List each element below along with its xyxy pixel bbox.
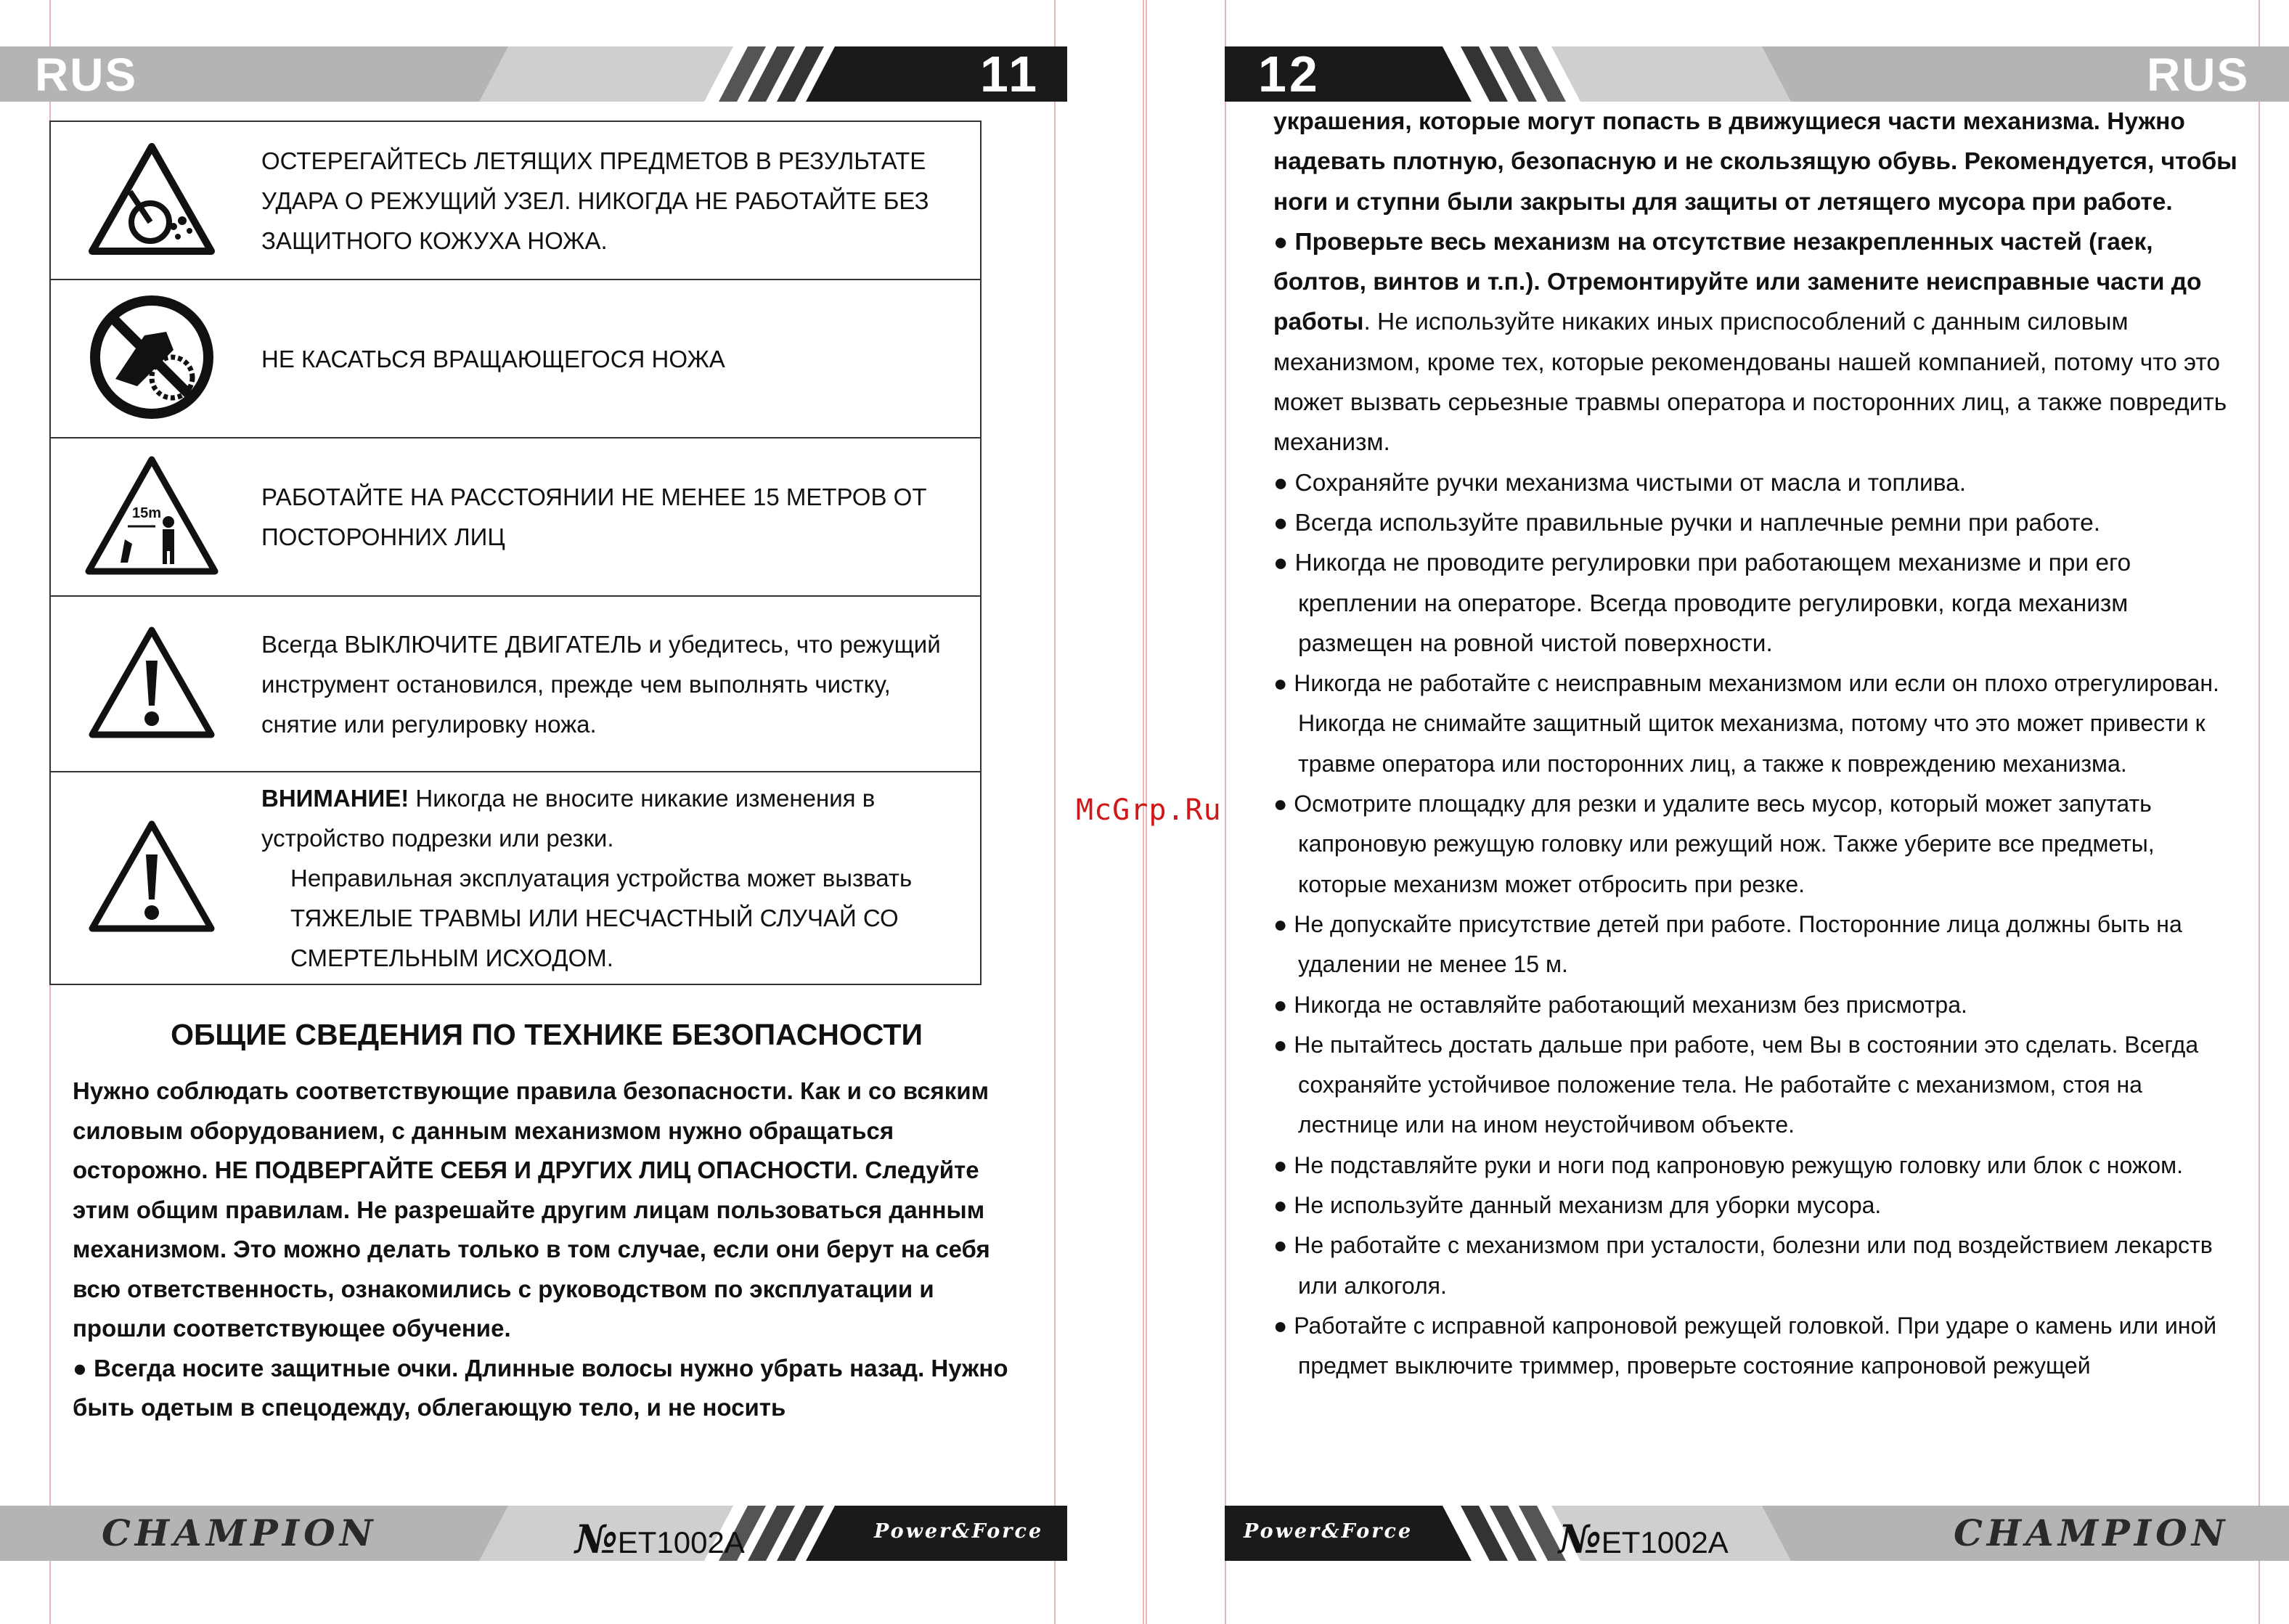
warning-icon-cell [50,596,253,772]
model-number [1559,1516,1729,1562]
margin-guide [1225,0,1226,1624]
warning-text [253,596,981,772]
warning-text: ОСТЕРЕГАЙТЕСЬ ЛЕТЯЩИХ ПРЕДМЕТОВ В РЕЗУЛЬТАТЕ УДАРА О РЕЖУЩИЙ УЗЕЛ. НИКОГДА НЕ РАБОТАЙТЕ БЕЗ ЗАЩИТНОГО КОЖУХА НОЖА. [253,121,981,279]
distance-label: 15m [132,505,162,521]
margin-guide [2259,0,2260,1624]
model-code: ET1002A [617,1525,745,1559]
model-prefix: № [1559,1516,1602,1562]
language-label: RUS [2147,49,2250,101]
warning-icon-cell [50,279,253,438]
distance-15m-icon [83,454,221,577]
list-item: ● Никогда не работайте с неисправным механизмом или если он плохо отрегулирован. Никогда не снимайте защитный щиток механизма, потому что это может привести к травме оператора или посторонних лиц, а также к повреждению механизма. [1273,670,2219,777]
list-item: ● Сохраняйте ручки механизма чистыми от масла и топлива. [1273,469,1967,497]
list-item: ● Осмотрите площадку для резки и удалите весь мусор, который может запутать капроновую режущую головку или режущий нож. Также уберите все предметы, которые механизм может отбросить при резке. [1273,791,2155,897]
exclamation-warning-icon [86,624,217,740]
check-bold: ● Проверьте весь механизм на отсутствие незакрепленных частей (гаек, болтов, винтов и т.п.). Отремонтируйте или замените неисправные части до работы [1273,228,2202,336]
warning-icon-cell [50,772,253,984]
page-number: 11 [980,46,1040,102]
language-label: RUS [35,49,138,101]
section-title: ОБЩИЕ СВЕДЕНИЯ ПО ТЕХНИКЕ БЕЗОПАСНОСТИ [171,1018,923,1051]
warning-text-part: и убедитесь, что режущий инструмент остановился, прежде чем выполнять чистку, снятие или регулировку ножа. [261,630,941,738]
tagline: Power&Force [1244,1520,1413,1543]
brand-logo: CHAMPION [102,1511,378,1554]
list-item: ● Работайте с исправной капроновой режущей головкой. При ударе о камень или иной предмет выключите триммер, проверьте состояние капроновой режущей [1273,1312,2217,1379]
warning-row [50,438,981,596]
warning-table [49,121,982,985]
page-11 [0,0,1144,1624]
warning-row [50,596,981,772]
warning-consequence: Неправильная эксплуатация устройства может вызвать ТЯЖЕЛЫЕ ТРАВМЫ ИЛИ НЕСЧАСТНЫЙ СЛУЧАЙ СО СМЕРТЕЛЬНЫМ ИСХОДОМ. [290,865,913,971]
no-touch-blade-icon [86,292,217,423]
page-number: 12 [1258,46,1321,102]
attention-label: ВНИМАНИЕ! [261,785,409,812]
header-band [0,46,1067,102]
left-body [73,1072,1031,1428]
page-12 [1145,0,2289,1624]
model-number [575,1516,745,1562]
check-paragraph [1273,222,2246,463]
warning-text-part: Никогда не вносите никакие изменения в устройство подрезки или резки. [261,785,876,852]
margin-guide [1054,0,1056,1624]
list-item: ● Никогда не оставляйте работающий механизм без присмотра. [1273,991,1967,1018]
list-item: ● Всегда используйте правильные ручки и наплечные ремни при работе. [1273,509,2101,536]
list-item: ● Не работайте с механизмом при усталости, болезни или под воздействием лекарств или алкоголя. [1273,1232,2213,1299]
attention-paragraph [261,778,966,858]
exclamation-warning-icon [86,818,217,934]
tagline: Power&Force [874,1520,1044,1543]
watermark: McGrp.Ru [1076,793,1222,827]
model-code: ET1002A [1601,1525,1729,1559]
warning-text: РАБОТАЙТЕ НА РАССТОЯНИИ НЕ МЕНЕЕ 15 МЕТРОВ ОТ ПОСТОРОННИХ ЛИЦ [253,438,981,596]
flying-objects-icon [86,141,217,257]
brand-logo: CHAMPION [1954,1511,2229,1554]
warning-row [50,772,981,984]
list-item: ● Не используйте данный механизм для уборки мусора. [1273,1192,1882,1219]
model-prefix: № [575,1516,618,1562]
right-body [1273,102,2246,1387]
list-item: ● Никогда не проводите регулировки при работающем механизме и при его креплении на операторе. Всегда проводите регулировки, когда механизм размещен на ровной чистой поверхности. [1273,550,2131,657]
warning-row [50,121,981,279]
warning-text-part: Всегда [261,630,345,658]
list-item: ● Не пытайтесь достать дальше при работе, чем Вы в состоянии это сделать. Всегда сохраняйте устойчивое положение тела. Не работайте с механизмом, стоя на лестнице или на ином неустойчивом объекте. [1273,1031,2199,1138]
check-rest: . Не используйте никаких иных приспособлений с данным силовым механизмом, кроме тех, которые рекомендованы нашей компанией, потому что это может вызвать серьезные травмы оператора и посторонних лиц, а также повредить механизм. [1273,309,2227,457]
intro-paragraph: Нужно соблюдать соответствующие правила безопасности. Как и со всяким силовым оборудованием, с данным механизмом нужно обращаться осторожно. НЕ ПОДВЕРГАЙТЕ СЕБЯ И ДРУГИХ ЛИЦ ОПАСНОСТИ. Следуйте этим общим правилам. Не разрешайте другим лицам пользоваться данным механизмом. Это можно делать только в том случае, если они берут на себя всю ответственность, ознакомились с руководством по эксплуатации и прошли соответствующее обучение. [73,1077,990,1342]
list-item: ● Не подставляйте руки и ноги под капроновую режущую головку или блок с ножом. [1273,1151,2183,1178]
header-band [1225,46,2289,102]
bullet-paragraph: ● Всегда носите защитные очки. Длинные волосы нужно убрать назад. Нужно быть одетым в спецодежду, облегающую тело, и не носить [73,1354,1008,1421]
warning-text: НЕ КАСАТЬСЯ ВРАЩАЮЩЕГОСЯ НОЖА [253,279,981,438]
warning-text-caps: ВЫКЛЮЧИТЕ ДВИГАТЕЛЬ [344,630,642,658]
warning-icon-cell [50,121,253,279]
warning-text [253,772,981,984]
list-item: ● Не допускайте присутствие детей при работе. Посторонние лица должны быть на удалении не менее 15 м. [1273,910,2182,978]
warning-row [50,279,981,438]
warning-icon-cell [50,438,253,596]
intro-paragraph: украшения, которые могут попасть в движущиеся части механизма. Нужно надевать плотную, безопасную и не скользящую обувь. Рекомендуется, чтобы ноги и ступни были закрыты для защиты от летящего мусора при работе. [1273,108,2237,216]
